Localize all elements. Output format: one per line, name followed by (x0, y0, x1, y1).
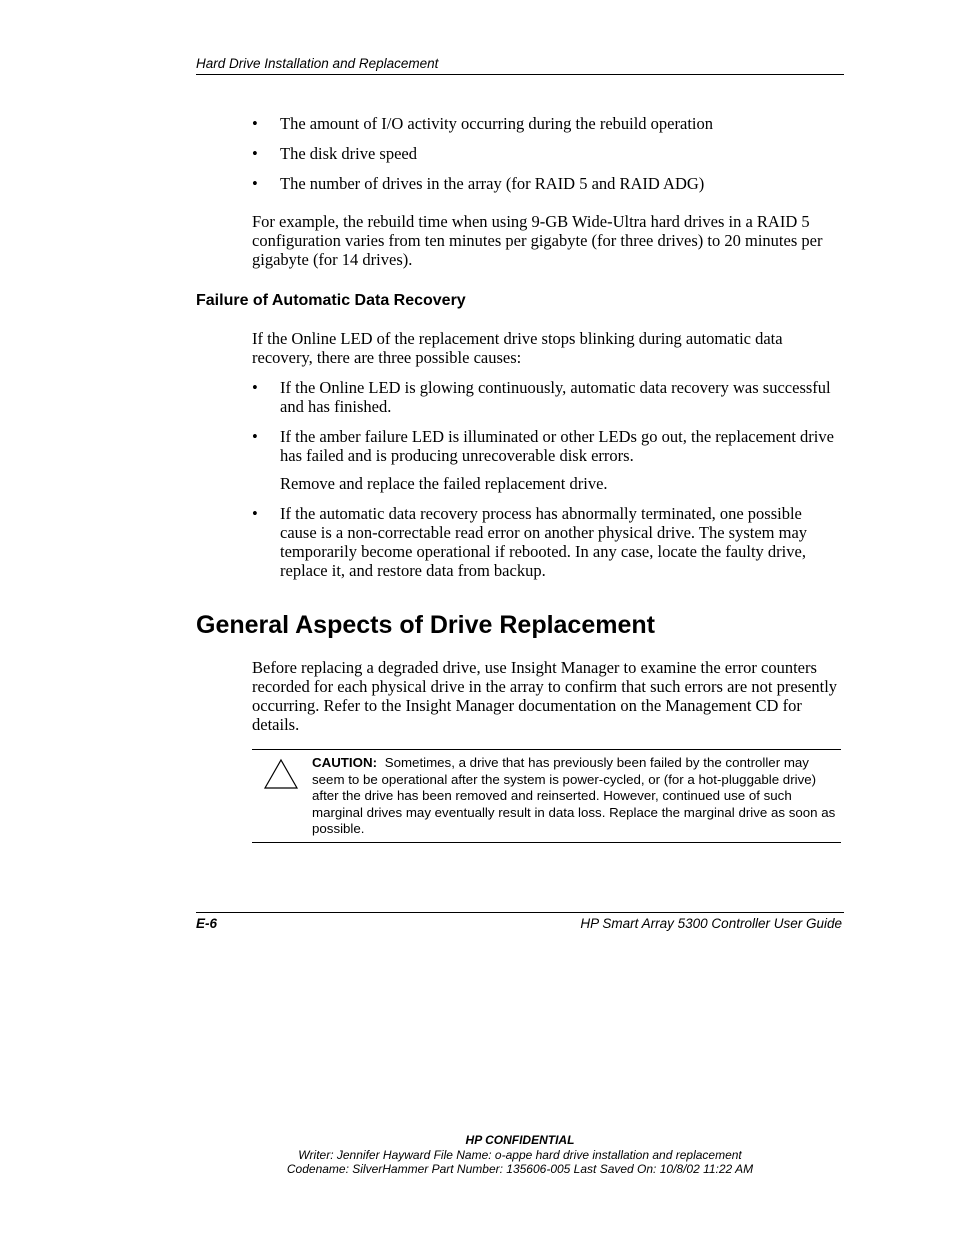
section-heading-drive-replacement: General Aspects of Drive Replacement (196, 611, 655, 639)
list-item: • The disk drive speed (252, 144, 418, 163)
confidential-block (0, 1133, 954, 1177)
drive-replacement-paragraph: Before replacing a degraded drive, use Insight Manager to examine the error counters recorded for each physical drive in the array to confirm that such errors are not presently occurring. Refer to the Insight Manager documentation on the Management CD for details. (252, 658, 838, 734)
page-number: E-6 (196, 916, 218, 931)
caution-triangle-icon (263, 758, 299, 790)
caution-body: Sometimes, a drive that has previously been failed by the controller may seem to be operational after the system is power-cycled, or (for a hot-pluggable drive) after the drive has been removed and reinserted. However, continued use of such marginal drives may eventually result in data loss. Replace the marginal drive as soon as possible. (312, 755, 836, 836)
header-title: Hard Drive Installation and Replacement (196, 56, 439, 71)
list-item: • If the automatic data recovery process has abnormally terminated, one possible cause is a non-correctable read error on another physical drive. The system may temporarily become operational if rebooted. In any case, locate the faulty drive, replace it, and restore data from backup. (252, 504, 808, 580)
running-footer (196, 912, 844, 931)
running-header (196, 56, 844, 75)
caution-label: CAUTION: (312, 755, 377, 770)
caution-box (252, 749, 841, 843)
sub-paragraph: Remove and replace the failed replacement drive. (280, 474, 608, 493)
confidential-codename-line: Codename: SilverHammer Part Number: 135606-005 Last Saved On: 10/8/02 11:22 AM (286, 1162, 754, 1176)
list-item: • If the Online LED is glowing continuously, automatic data recovery was successful and has finished. (252, 378, 831, 416)
caution-text (312, 755, 840, 838)
intro-bullet-list (252, 114, 842, 204)
confidential-writer-line: Writer: Jennifer Hayward File Name: o-appe hard drive installation and replacement (298, 1147, 742, 1162)
guide-title: HP Smart Array 5300 Controller User Guide (580, 916, 842, 931)
confidential-title: HP CONFIDENTIAL (465, 1133, 575, 1147)
list-item: • If the amber failure LED is illuminated or other LEDs go out, the replacement drive has failed and is producing unrecoverable disk errors. Remove and replace the failed replacement drive. (252, 427, 842, 493)
causes-bullet-list (252, 378, 842, 591)
section-heading-failure-recovery: Failure of Automatic Data Recovery (196, 292, 466, 309)
list-item: • The amount of I/O activity occurring during the rebuild operation (252, 114, 713, 133)
failure-intro-paragraph: If the Online LED of the replacement drive stops blinking during automatic data recovery, there are three possible causes: (252, 329, 783, 367)
example-paragraph: For example, the rebuild time when using 9-GB Wide-Ultra hard drives in a RAID 5 configuration varies from ten minutes per gigabyte (for three drives) to 20 minutes per gigabyte (for 14 drives). (252, 212, 823, 269)
list-item: • The number of drives in the array (for RAID 5 and RAID ADG) (252, 174, 705, 193)
